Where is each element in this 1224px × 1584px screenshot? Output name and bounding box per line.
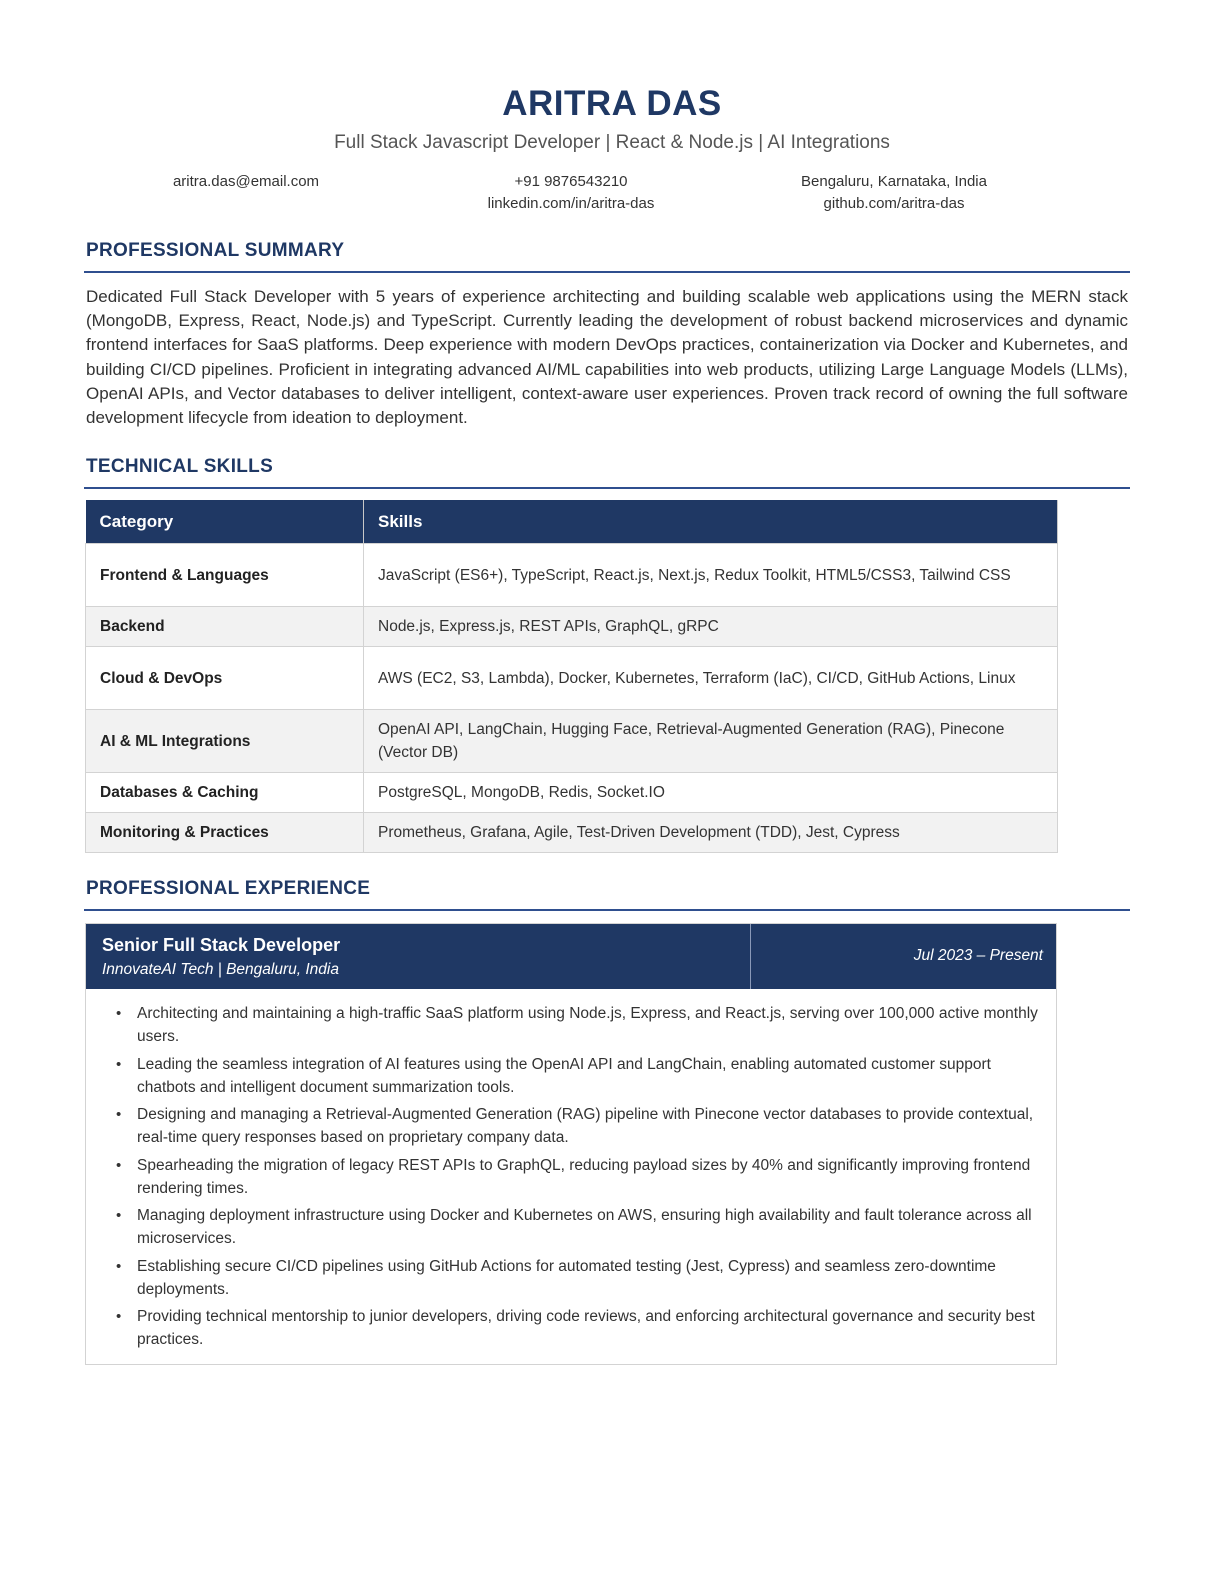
table-row <box>86 607 1058 647</box>
bullet-icon: • <box>116 1308 122 1325</box>
bullet-icon: • <box>116 1106 122 1123</box>
table-row <box>86 710 1058 773</box>
skill-category: Backend <box>86 607 364 647</box>
bullet-text: Establishing secure CI/CD pipelines using GitHub Actions for automated testing (Jest, Cypress) and seamless zero-downtime deployments. <box>137 1257 996 1298</box>
summary-text: Dedicated Full Stack Developer with 5 years of experience architecting and building scalable web applications using the MERN stack (MongoDB, Express, React, Node.js) and TypeScript. Currently leading the development of robust backend microservices and dynamic frontend interfaces for SaaS platforms. Deep experience with modern DevOps practices, containerization via Docker and Kubernetes, and building CI/CD pipelines. Proficient in integrating advanced AI/ML capabilities into web products, utilizing Large Language Models (LLMs), OpenAI APIs, and Vector databases to deliver intelligent, context-aware user experiences. Proven track record of owning the full software development lifecycle from ideation to deployment. <box>86 287 1128 428</box>
skill-list: PostgreSQL, MongoDB, Redis, Socket.IO <box>364 773 1058 813</box>
bullet-text: Managing deployment infrastructure using Docker and Kubernetes on AWS, ensuring high availability and fault tolerance across all microservices. <box>137 1207 1032 1247</box>
job-company: InnovateAI Tech | Bengaluru, India <box>102 961 339 978</box>
table-row <box>86 773 1058 813</box>
skill-list: Prometheus, Grafana, Agile, Test-Driven Development (TDD), Jest, Cypress <box>364 813 1058 853</box>
job-dates: Jul 2023 – Present <box>913 947 1043 964</box>
skill-category: Frontend & Languages <box>86 544 364 607</box>
list-item <box>116 1053 1038 1099</box>
job-entry <box>85 923 1057 1365</box>
bullet-icon: • <box>116 1156 122 1174</box>
bullet-icon: • <box>116 1005 122 1022</box>
skills-header-category: Category <box>86 500 364 544</box>
skills-table <box>85 500 1058 853</box>
summary-section-title: PROFESSIONAL SUMMARY <box>86 240 345 261</box>
contact-column-center <box>411 171 731 215</box>
list-item <box>116 1002 1038 1048</box>
bullet-icon: • <box>116 1257 122 1275</box>
skill-list: OpenAI API, LangChain, Hugging Face, Retrieval-Augmented Generation (RAG), Pinecone (Vector DB) <box>364 710 1058 773</box>
summary-section-rule <box>84 271 1130 273</box>
skill-category: AI & ML Integrations <box>86 710 364 773</box>
job-role: Senior Full Stack Developer <box>102 935 341 955</box>
list-item <box>116 1204 1038 1250</box>
skill-list: AWS (EC2, S3, Lambda), Docker, Kubernetes, Terraform (IaC), CI/CD, GitHub Actions, Linux <box>364 647 1058 710</box>
contact-location: Bengaluru, Karnataka, India <box>801 173 987 190</box>
skills-section-rule <box>84 487 1130 489</box>
skills-table-header-row <box>86 500 1058 544</box>
contact-email[interactable]: aritra.das@email.com <box>172 173 320 190</box>
table-row <box>86 647 1058 710</box>
contact-column-left <box>86 171 406 193</box>
skill-category: Cloud & DevOps <box>86 647 364 710</box>
skill-category: Databases & Caching <box>86 773 364 813</box>
skill-category: Monitoring & Practices <box>86 813 364 853</box>
bullet-icon: • <box>116 1055 122 1073</box>
bullet-text: Providing technical mentorship to junior developers, driving code reviews, and enforcing architectural governance and security best practices. <box>137 1308 1035 1348</box>
bullet-text: Architecting and maintaining a high-traffic SaaS platform using Node.js, Express, and React.js, serving over 100,000 active monthly users. <box>137 1005 1038 1045</box>
contact-github[interactable]: github.com/aritra-das <box>823 195 965 212</box>
skills-section-title: TECHNICAL SKILLS <box>86 456 274 477</box>
skills-header-skills: Skills <box>364 500 1058 544</box>
contact-phone[interactable]: +91 9876543210 <box>514 173 628 190</box>
list-item <box>116 1305 1038 1351</box>
list-item <box>116 1154 1038 1200</box>
experience-section-rule <box>84 909 1130 911</box>
contact-linkedin[interactable]: linkedin.com/in/aritra-das <box>487 195 655 212</box>
skill-list: JavaScript (ES6+), TypeScript, React.js, Next.js, Redux Toolkit, HTML5/CSS3, Tailwind CSS <box>364 544 1058 607</box>
job-header-divider <box>750 924 751 989</box>
table-row <box>86 544 1058 607</box>
candidate-headline: Full Stack Javascript Developer | React & Node.js | AI Integrations <box>334 132 890 153</box>
list-item <box>116 1103 1038 1149</box>
candidate-name: ARITRA DAS <box>502 84 722 123</box>
job-bullet-list <box>86 1002 1038 1356</box>
bullet-text: Spearheading the migration of legacy REST APIs to GraphQL, reducing payload sizes by 40% and significantly improving frontend rendering times. <box>137 1156 1031 1197</box>
experience-section-title: PROFESSIONAL EXPERIENCE <box>86 878 371 899</box>
table-row <box>86 813 1058 853</box>
skill-list: Node.js, Express.js, REST APIs, GraphQL, gRPC <box>364 607 1058 647</box>
list-item <box>116 1255 1038 1301</box>
bullet-text: Leading the seamless integration of AI features using the OpenAI API and LangChain, enabling automated customer support chatbots and intelligent document summarization tools. <box>137 1055 991 1096</box>
contact-column-right <box>734 171 1054 215</box>
bullet-text: Designing and managing a Retrieval-Augmented Generation (RAG) pipeline with Pinecone vector databases to provide contextual, real-time query responses based on proprietary company data. <box>137 1106 1034 1146</box>
job-header <box>86 924 1056 989</box>
bullet-icon: • <box>116 1207 122 1224</box>
